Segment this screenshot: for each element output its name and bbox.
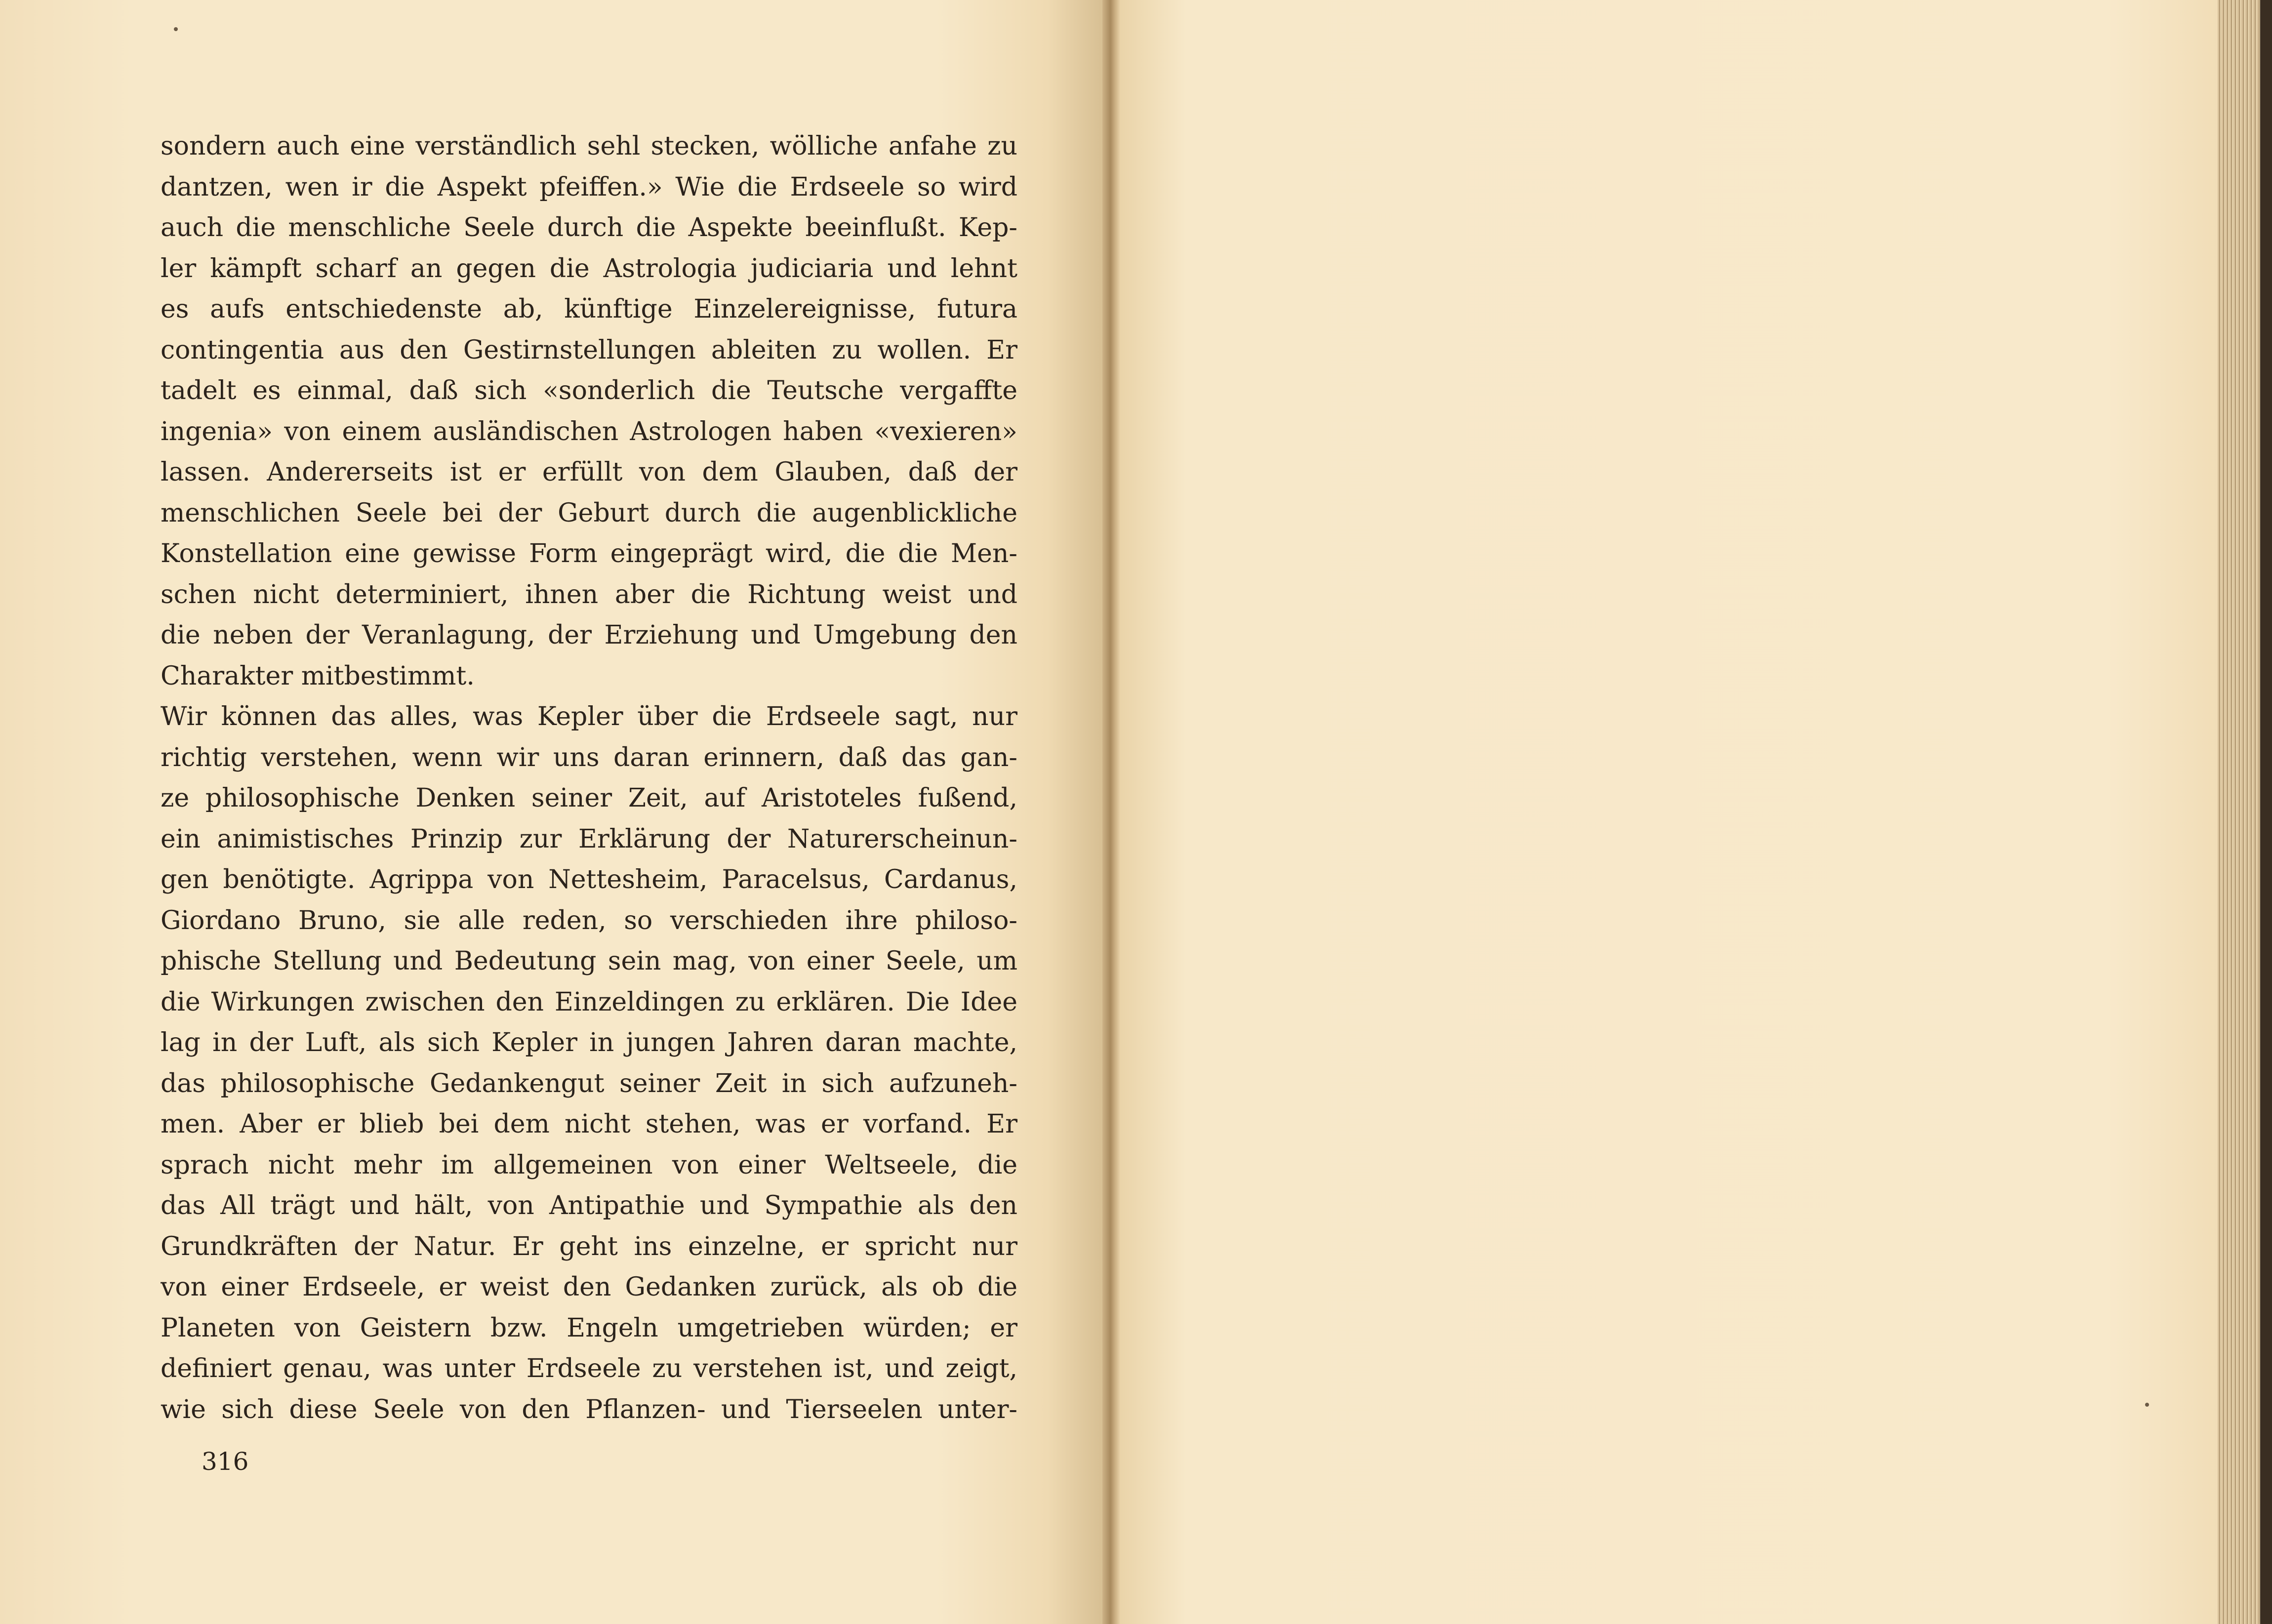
paper-speck [174,27,178,31]
page-edges [2218,0,2272,1624]
text-line: Giordano Bruno, sie alle reden, so verschieden ihre philoso- [161,905,1017,935]
text-line: contingentia aus den Gestirnstellungen ableiten zu wollen. Er [161,335,1017,365]
text-line: Wir können das alles, was Kepler über die Erdseele sagt, nur [161,702,1017,731]
text-line: wie sich diese Seele von den Pflanzen- und Tierseelen unter- [161,1394,1017,1424]
text-line: definiert genau, was unter Erdseele zu verstehen ist, und zeigt, [161,1354,1017,1383]
text-line: von einer Erdseele, er weist den Gedanken zurück, als ob die [161,1272,1017,1302]
book-gutter [1102,0,1120,1624]
text-line: sondern auch eine verständlich sehl stecken, wölliche anfahe zu [161,131,1017,161]
paper-speck [2145,1403,2149,1407]
text-line: das All trägt und hält, von Antipathie und Sympathie als den [161,1191,1017,1220]
text-line: die Wirkungen zwischen den Einzeldingen zu erklären. Die Idee [161,987,1017,1017]
text-line: schen nicht determiniert, ihnen aber die Richtung weist und [161,579,1017,609]
text-line: Planeten von Geistern bzw. Engeln umgetrieben würden; er [161,1313,1017,1343]
left-page [0,0,1102,1624]
text-line: das philosophische Gedankengut seiner Zeit in sich aufzuneh- [161,1068,1017,1098]
text-line: richtig verstehen, wenn wir uns daran erinnern, daß das gan- [161,742,1017,772]
text-line: menschlichen Seele bei der Geburt durch die augenblickliche [161,498,1017,528]
page-number-left: 316 [202,1447,249,1476]
text-line: auch die menschliche Seele durch die Aspekte beeinflußt. Kep- [161,213,1017,243]
text-line: lassen. Andererseits ist er erfüllt von dem Glauben, daß der [161,457,1017,487]
text-line: dantzen, wen ir die Aspekt pfeiffen.» Wie die Erdseele so wird [161,172,1017,202]
text-line: es aufs entschiedenste ab, künftige Einzelereignisse, futura [161,294,1017,324]
text-line: Charakter mitbestimmt. [161,661,475,691]
text-line: men. Aber er blieb bei dem nicht stehen, was er vorfand. Er [161,1109,1017,1139]
text-line: ze philosophische Denken seiner Zeit, auf Aristoteles fußend, [161,783,1017,813]
text-line: Konstellation eine gewisse Form eingeprägt wird, die die Men- [161,539,1017,568]
book-cover-edge [2260,0,2272,1624]
text-line: tadelt es einmal, daß sich «sonderlich die Teutsche vergaffte [161,376,1017,406]
text-line: ler kämpft scharf an gegen die Astrologia judiciaria und lehnt [161,253,1017,284]
text-line: die neben der Veranlagung, der Erziehung und Umgebung den [161,620,1017,650]
text-line: ingenia» von einem ausländischen Astrologen haben «vexieren» [161,416,1017,447]
text-line: gen benötigte. Agrippa von Nettesheim, Paracelsus, Cardanus, [161,865,1017,894]
text-line: phische Stellung und Bedeutung sein mag, von einer Seele, um [161,946,1017,976]
left-page-text [161,126,1017,1430]
right-page [1120,0,2218,1624]
text-line: sprach nicht mehr im allgemeinen von einer Weltseele, die [161,1150,1017,1180]
text-line: lag in der Luft, als sich Kepler in jungen Jahren daran machte, [161,1028,1017,1057]
text-line: ein animistisches Prinzip zur Erklärung der Naturerscheinun- [161,824,1017,854]
text-line: Grundkräften der Natur. Er geht ins einzelne, er spricht nur [161,1231,1017,1261]
